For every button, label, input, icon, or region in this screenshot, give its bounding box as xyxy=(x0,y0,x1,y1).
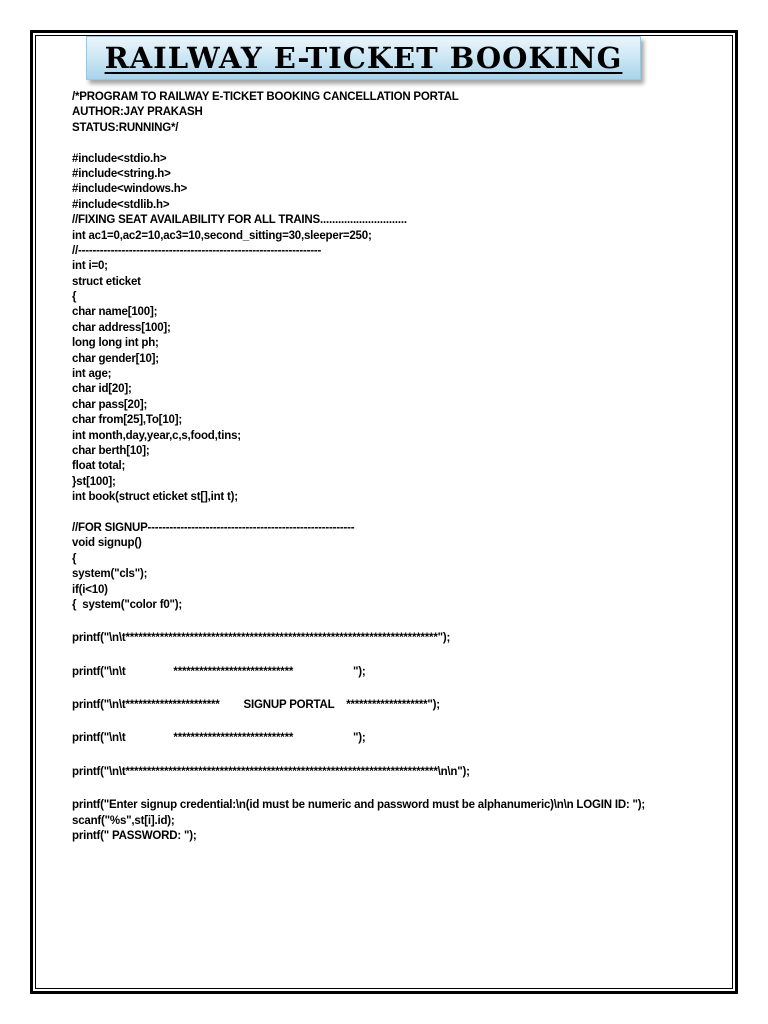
blank-line xyxy=(72,713,712,731)
code-line: //FIXING SEAT AVAILABILITY FOR ALL TRAINS............................. xyxy=(72,214,407,227)
code-line: int i=0; xyxy=(72,260,108,273)
code-line: struct eticket xyxy=(72,275,141,288)
code-line: int book(struct eticket st[],int t); xyxy=(72,491,238,504)
code-line: printf("\n\t **************************** "); xyxy=(72,732,366,745)
code-line: char address[100]; xyxy=(72,321,171,334)
code-line: int month,day,year,c,s,food,tins; xyxy=(72,429,241,442)
code-line: #include<stdlib.h> xyxy=(72,198,170,211)
blank-line xyxy=(72,747,712,765)
code-line: printf("\n\t **************************** "); xyxy=(72,665,366,678)
blank-line xyxy=(72,647,712,665)
code-line: { xyxy=(72,291,77,304)
code-listing xyxy=(72,90,712,844)
code-line: printf(" PASSWORD: "); xyxy=(72,830,197,843)
blank-line xyxy=(72,680,712,698)
code-line: //FOR SIGNUP--------------------------------------------------------- xyxy=(72,521,355,534)
code-line: system("cls"); xyxy=(72,568,148,581)
code-line: long long int ph; xyxy=(72,337,159,350)
code-line: printf("Enter signup credential:\n(id must be numeric and password must be alphanumeric)\n\n LOGIN ID: "); xyxy=(72,799,646,812)
blank-line xyxy=(72,136,712,151)
code-line: /*PROGRAM TO RAILWAY E-TICKET BOOKING CANCELLATION PORTAL xyxy=(72,91,459,103)
code-line: char from[25],To[10]; xyxy=(72,414,182,427)
code-line: int ac1=0,ac2=10,ac3=10,second_sitting=30,sleeper=250; xyxy=(72,229,372,242)
code-line: char id[20]; xyxy=(72,383,132,396)
code-line: if(i<10) xyxy=(72,583,108,596)
code-line: char gender[10]; xyxy=(72,352,159,365)
code-line: void signup() xyxy=(72,537,142,550)
code-line: { xyxy=(72,552,77,565)
code-line: { system("color f0"); xyxy=(72,598,183,611)
blank-line xyxy=(72,506,712,521)
code-line: char berth[10]; xyxy=(72,444,150,457)
code-line: #include<stdio.h> xyxy=(72,152,167,165)
code-line: }st[100]; xyxy=(72,475,116,488)
code-line: printf("\n\t*************************************************************************"); xyxy=(72,632,451,645)
blank-line xyxy=(72,613,712,631)
code-line: printf("\n\t*************************************************************************\n\n"); xyxy=(72,765,470,778)
code-line: STATUS:RUNNING*/ xyxy=(72,121,179,134)
code-line: printf("\n\t********************** SIGNUP PORTAL *******************"); xyxy=(72,699,440,712)
code-line: char pass[20]; xyxy=(72,398,148,411)
code-line: AUTHOR:JAY PRAKASH xyxy=(72,106,203,119)
blank-line xyxy=(72,780,712,798)
code-line: char name[100]; xyxy=(72,306,158,319)
code-line: int age; xyxy=(72,368,112,381)
code-line: //------------------------------------------------------------------- xyxy=(72,244,322,257)
code-line: #include<windows.h> xyxy=(72,183,188,196)
code-line: #include<string.h> xyxy=(72,167,171,180)
page-title: RAILWAY E-TICKET BOOKING xyxy=(104,41,623,75)
title-banner xyxy=(86,36,641,80)
code-line: float total; xyxy=(72,460,126,473)
code-line: scanf("%s",st[i].id); xyxy=(72,814,175,827)
